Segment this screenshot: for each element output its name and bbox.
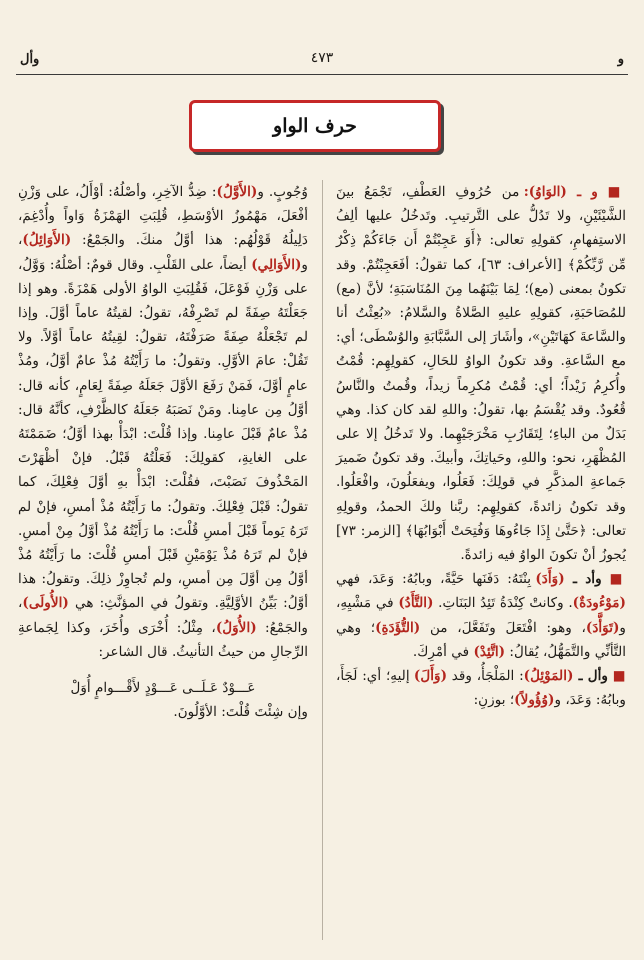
- entry-text: ، مِثْلُ: أُخْرَى وأُخَرَ، وكذا لِجَماعةِ الرِّجالِ من حيثُ التأنيثُ. قال الشاعر:: [18, 619, 308, 660]
- entry-text: من حُرُوفِ العَطْفِ، تَجْمَعُ بينَ الشَّيْئَيْنِ، ولا تَدُلُّ على التَّرتيبِ. وتَدخُلُ عليها ألِفُ الاستِفهامِ، كقولِهِ تعالى: ﴿أَوَ عَجِبْتُمْ أَن جَاءَكُمْ ذِكْرٌ مِّن رَّبِّكُمْ﴾ [الأعراف: ٦٣]، كما تقولُ: أفَعَجِبْتُمْ. وقد تكونُ بمعنى (مع)؛ لِمَا بَيْنَهُما مِنَ المُنَاسَبَةِ؛ لأنَّ (مع) للمُصَاحَبَةِ، كقولِهِ عليهِ الصَّلاةُ والسَّلامُ: «بُعِثْتُ أنا والسَّاعةَ كهَاتَيْنِ»، وأشَارَ إلى السَّبَّابَةِ والوُسْطَى؛ أي: مع السَّاعةِ. وقد تكونُ الواوُ للحَالِ، كقولِهِم: قُمْتُ وأُكرِمُ زَيْداً؛ أي: قُمْتُ مُكرِماً زيداً، وقُمتُ والنَّاسُ قُعُودٌ. وقد يُقْسَمُ بها، تقولُ: واللهِ لقد كان كذا. وهي بَدَلٌ من الباءِ؛ لِتَقَارُبِ مَخْرَجَيْهِما. ولا تَدخُلُ إلا على المُظْهَرِ، نحو: واللهِ، وحَياتِكَ، وأبيكَ. وقد تكونُ ضَميرَ جَماعةِ المذكَّرِ في قولِكَ: فَعَلُوا، ويفعَلُونَ، وافْعَلُوا. وقد تكونُ زائدةً، كقولِهِم: ربَّنا ولكَ الحمدُ، وقولِهِ تعالى: ﴿حَتَّىٰ إِذَا جَاءُوهَا وَفُتِحَتْ أَبْوَابُهَا﴾ [الزمر: ٧٣] يُجوزُ أنْ تكونَ الواوُ فيه زائدةً.: [336, 184, 626, 564]
- derived-word: (الأُولَى): [22, 595, 69, 612]
- entry-text: ؛ بوزنِ:: [473, 692, 515, 709]
- page-header: [0, 0, 644, 70]
- entry-text: أيضاً، على القَلْبِ. وقال قومٌ: أصْلُهُ: وَوَّلُ، على وَزْنِ فَوْعَلَ، فَقُلِبَتِ الواوُ الأولى هَمْزَةً. وهو إذا جَعَلْتَهُ صِفَةً لم تَصْرِفْهُ، تقولُ: لقيتُهُ عاماً أوَّلَ. وإذا لم تَجْعَلْهُ صِفَةً صَرَفْتَهُ، تقولُ: لقِيتُهُ عاماً أوَّلاً. ولا تَقُلْ: عامَ الأوَّلِ. وتقولُ: ما رَأَيْتُهُ مُذْ عامٌ أوَّلُ، ومُذْ عامٍ أوَّلَ، فَمَنْ رَفَعَ الأوَّلَ جَعَلَهُ صِفَةً لِعَامٍ، كأنه قال: أوَّلُ مِن عامِنا. ومَنْ نَصَبَهُ جَعَلَهُ كالظَّرْفِ، كأنَّهُ قال: مُذْ عامٌ قَبْلَ عامِنا. وإذا قُلْتَ: ابْدَأْ بهذا أوَّلُ؛ ضَمَمْتَهُ على الغايةِ، كقولِكَ: فَعَلْتُهُ قَبْلُ. فإنْ أظْهَرْتَ المَحْذُوفَ نَصَبْتَ، فقُلْتَ: ابْدَأْ بهِ أوَّلَ فِعْلِكَ، كما تقولُ: قَبْلَ فِعْلِكَ. وتقولُ: ما رَأَيْتُهُ مُذْ أمسِ، فإنْ لم تَرَهُ يَوماً قَبْلَ أمسِ قُلْتَ: ما رَأَيْتُهُ مُذْ أوَّلُ مِنْ أمسِ. فإنْ لم تَرَهُ مُذْ يَوْمَيْنِ قَبْلَ أمسِ قُلْتَ: ما رَأَيْتُهُ مُذْ أوَّلُ مِن أوَّلَ مِن أمسِ، ولم تُجاوِزْ ذلِكَ. وتقولُ: هذا أوَّلُ: بَيِّنُ الأوَّلِيَّةِ. وتقولُ في المؤنَّثِ: هي: [18, 256, 308, 612]
- derived-word: (التَّأَدُ): [398, 595, 434, 612]
- entry-text: ، وهو: افْتَعَلَ وتَفَعَّلَ، من: [420, 619, 586, 636]
- entry-root: وأد ـ: [564, 571, 602, 588]
- entry-text: . وكانتْ كِنْدَةُ تَئِدُ البَنَاتِ.: [433, 595, 573, 612]
- derived-word: (وَأَلَ): [413, 668, 448, 685]
- entry-headword: (المَوْئِلُ): [523, 668, 574, 685]
- entry-waad: [336, 567, 626, 664]
- entry-awwal: [18, 180, 308, 664]
- chapter-title-text: حرف الواو: [273, 115, 357, 137]
- derived-word: (الأَوَالِي): [251, 256, 302, 273]
- derived-word: (التُّؤَدَةِ): [375, 619, 421, 636]
- left-column: [18, 180, 308, 724]
- entry-text: ؛ وهي التَّأنِّي والتَّمَهُّلُ، يُقالُ:: [336, 619, 626, 660]
- poetry-verse: عَـــوْدٌ عَـلَــى عَـــوْدٍ لأَقْـــوامٍ أُوَلْ: [70, 680, 256, 697]
- entry-bullet: ■: [607, 184, 626, 200]
- derived-word: (وُؤُولاً): [514, 692, 555, 709]
- derived-word: (تَوَأَّدَ): [585, 619, 620, 636]
- entry-wa-l: [336, 664, 626, 712]
- entry-headword: و ـ (الوَاوُ):: [523, 184, 598, 200]
- verse-note: وإن شِئْتَ قُلْتَ: الأوَّلُونَ.: [173, 704, 308, 721]
- derived-word: (اتَّئِدْ): [473, 643, 506, 660]
- entry-text: إليهِ؛ أي: لَجَأَ، وبابُهُ: وَعَدَ، و: [336, 668, 626, 709]
- header-keyword: وأل: [20, 52, 40, 67]
- derived-word: (الأَوَّلُ): [216, 184, 258, 200]
- chapter-title: [189, 100, 441, 152]
- entry-text: ، و: [18, 232, 308, 273]
- entry-text: : ضِدُّ الآخِرِ، وأصْلُهُ: أوْأَلُ، على وَزْنِ أفْعَلَ، مَهْمُوزُ الأوْسَطِ، قُلِبَتِ الهَمْزَةُ وَاواً وأُدْغِمَ، دَلِيلُهُ قَوْلُهُم: هذا أوَّلُ منكَ. والجَمْعُ:: [18, 184, 308, 249]
- entry-text: في مَشْيِهِ، و: [336, 595, 626, 636]
- derived-word: (الأَوَائِلُ): [22, 232, 72, 249]
- text-columns: [18, 180, 626, 940]
- entry-text: في أمْرِكَ.: [412, 643, 474, 660]
- header-letter: و: [617, 52, 624, 67]
- entry-text: بِنْتَهُ: دَفَنَها حَيَّةً، وبابُهُ: وَعَدَ، فهي: [336, 571, 536, 588]
- header-rule: [16, 74, 628, 75]
- entry-waw: [336, 180, 626, 567]
- entry-headword: (وَأَدَ): [535, 571, 565, 588]
- entry-root: وأل ـ: [573, 668, 608, 685]
- entry-bullet: ■: [612, 668, 626, 685]
- entry-text: : المَلْجَأُ، وقد: [447, 668, 524, 685]
- entry-bullet: ■: [609, 571, 626, 588]
- page-number: ٤٧٣: [310, 50, 334, 66]
- derived-word: (مَوْءُودَةٌ): [572, 595, 626, 612]
- derived-word: (الأُوَلُ): [215, 619, 257, 636]
- entry-text: ، والجَمْعُ:: [18, 595, 308, 636]
- right-column: [336, 180, 626, 712]
- entry-text: وُجُوبٍ. و: [257, 184, 308, 200]
